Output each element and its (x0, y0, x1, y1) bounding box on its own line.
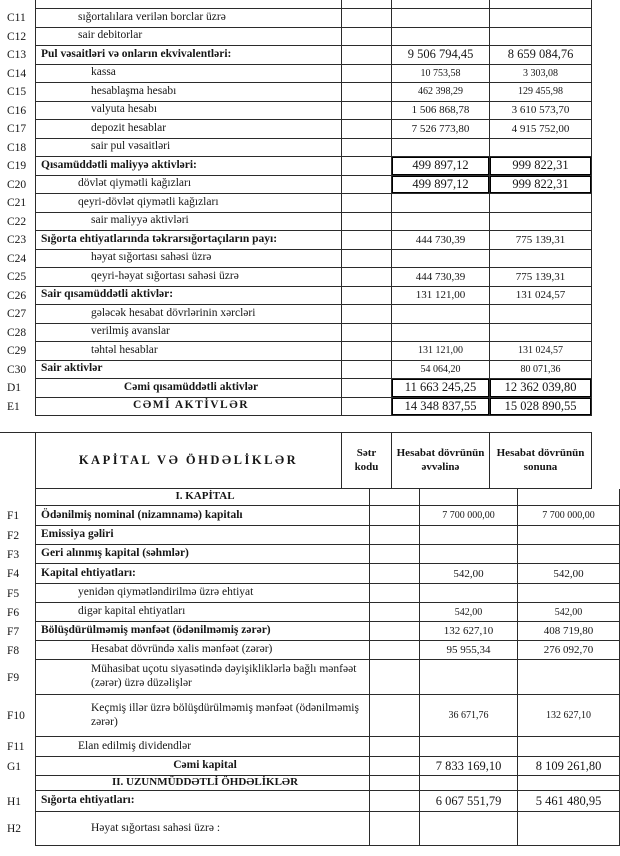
row-code: C21 (7, 197, 27, 210)
row-code: F7 (7, 625, 20, 638)
value-period-end: 276 092,70 (518, 641, 620, 660)
line-code-cell (342, 139, 392, 158)
row-code: C16 (7, 104, 27, 117)
value-period-start: 36 671,76 (420, 695, 518, 737)
line-code-cell (370, 526, 420, 545)
value-period-end (518, 489, 620, 506)
table-row (0, 398, 592, 417)
row-label: dövlət qiymətli kağızları (35, 176, 342, 195)
table-row (0, 379, 592, 398)
row-code: F1 (7, 510, 20, 522)
table-row (0, 791, 620, 812)
assets-table (0, 0, 592, 416)
row-code (0, 776, 35, 791)
value-period-start: 14 348 837,55 (392, 398, 490, 417)
row-label: Sair qısamüddətli aktivlər: (35, 287, 342, 306)
value-period-start: 7 526 773,80 (392, 120, 490, 139)
value-period-start (420, 812, 518, 846)
value-period-start (392, 305, 490, 324)
value-period-end (518, 660, 620, 695)
value-period-start: 1 506 868,78 (392, 102, 490, 121)
value-period-start: 95 955,34 (420, 641, 518, 660)
value-period-end (490, 28, 592, 47)
row-code: C19 (7, 160, 27, 173)
table-row (0, 757, 620, 776)
row-code: D1 (7, 382, 22, 395)
value-period-end (518, 584, 620, 603)
value-period-end (518, 526, 620, 545)
row-label: Həyat sığortası sahəsi üzrə : (35, 812, 370, 846)
table-row (0, 526, 620, 545)
row-label: qeyri-həyat sığortası sahəsi üzrə (35, 268, 342, 287)
row-label: CƏMİ AKTİVLƏR (35, 398, 342, 417)
value-period-start: 7 700 000,00 (420, 506, 518, 526)
row-code: C23 (7, 234, 27, 247)
line-code-cell (342, 398, 392, 417)
value-period-end: 15 028 890,55 (490, 398, 592, 417)
row-label: sığortalılara verilən borclar üzrə (35, 9, 342, 28)
line-code-cell (342, 361, 392, 380)
table-row (0, 324, 592, 343)
row-code: C22 (7, 215, 27, 228)
row-code: C18 (7, 141, 27, 154)
value-period-start: 542,00 (420, 603, 518, 622)
table-row (0, 102, 592, 121)
table-row (0, 660, 620, 695)
value-period-start (420, 737, 518, 757)
line-code-cell (342, 28, 392, 47)
row-label: Cəmi qısamüddətli aktivlər (35, 379, 342, 398)
line-code-cell (342, 46, 392, 65)
table-row (0, 641, 620, 660)
row-code: H1 (7, 795, 22, 808)
value-period-end (490, 250, 592, 269)
value-period-start (392, 0, 490, 9)
table-row (0, 695, 620, 737)
row-code: C25 (7, 271, 27, 284)
value-period-end: 999 822,31 (490, 157, 592, 176)
row-label: sair pul vəsaitləri (35, 139, 342, 158)
row-label: Cəmi kapital (35, 757, 370, 776)
row-code: C17 (7, 123, 27, 136)
row-code (0, 0, 35, 9)
line-code-cell (342, 157, 392, 176)
row-code: C13 (7, 49, 27, 62)
line-code-cell (370, 641, 420, 660)
row-code: C12 (7, 30, 27, 43)
line-code-cell (370, 757, 420, 776)
table-row (0, 65, 592, 84)
row-label: Emissiya gəliri (35, 526, 370, 545)
table-row (0, 305, 592, 324)
row-label: Elan edilmiş dividendlər (35, 737, 370, 757)
row-label: qeyri-dövlət qiymətli kağızları (35, 194, 342, 213)
value-period-end: 8 109 261,80 (518, 757, 620, 776)
column-header-period-end: Hesabat dövrünün sonuna (490, 433, 592, 489)
value-period-end: 542,00 (518, 603, 620, 622)
value-period-end (490, 324, 592, 343)
value-period-start: 6 067 551,79 (420, 791, 518, 812)
value-period-end: 131 024,57 (490, 287, 592, 306)
line-code-cell (342, 379, 392, 398)
row-code: F4 (7, 568, 20, 580)
row-code: C14 (7, 67, 27, 80)
column-header-line-code: Sətr kodu (342, 433, 392, 489)
row-code: C29 (7, 345, 27, 358)
row-label (35, 0, 342, 9)
value-period-start (392, 324, 490, 343)
row-code: F11 (7, 741, 25, 753)
capital-liabilities-rows (0, 489, 620, 846)
value-period-start (392, 9, 490, 28)
line-code-cell (370, 564, 420, 584)
value-period-end: 408 719,80 (518, 622, 620, 641)
value-period-start: 499 897,12 (392, 176, 490, 195)
row-label: Qısamüddətli maliyyə aktivləri: (35, 157, 342, 176)
line-code-cell (342, 250, 392, 269)
line-code-cell (342, 120, 392, 139)
line-code-cell (370, 695, 420, 737)
table-row (0, 28, 592, 47)
header-gutter (0, 433, 35, 489)
table-row (0, 584, 620, 603)
table-row (0, 545, 620, 564)
table-row (0, 176, 592, 195)
line-code-cell (370, 545, 420, 564)
line-code-cell (342, 342, 392, 361)
row-code: F5 (7, 587, 20, 600)
value-period-start: 7 833 169,10 (420, 757, 518, 776)
line-code-cell (342, 65, 392, 84)
value-period-start: 131 121,00 (392, 342, 490, 361)
row-code: H2 (7, 823, 22, 835)
line-code-cell (370, 812, 420, 846)
row-label: I. KAPİTAL (35, 489, 370, 506)
value-period-start: 132 627,10 (420, 622, 518, 641)
line-code-cell (342, 268, 392, 287)
row-code: C27 (7, 308, 27, 321)
row-label: gələcək hesabat dövrlərinin xərcləri (35, 305, 342, 324)
table-row (0, 489, 620, 506)
value-period-start (420, 776, 518, 791)
line-code-cell (342, 194, 392, 213)
value-period-end: 132 627,10 (518, 695, 620, 737)
value-period-end (490, 139, 592, 158)
value-period-end (490, 9, 592, 28)
value-period-end: 775 139,31 (490, 268, 592, 287)
row-label: Sığorta ehtiyatlarında təkrarsığortaçıların payı: (35, 231, 342, 250)
row-label: hesablaşma hesabı (35, 83, 342, 102)
line-code-cell (370, 622, 420, 641)
table-row (0, 213, 592, 232)
value-period-start: 9 506 794,45 (392, 46, 490, 65)
value-period-end: 3 303,08 (490, 65, 592, 84)
table-row (0, 139, 592, 158)
capital-liabilities-table (0, 432, 620, 846)
line-code-cell (342, 0, 392, 9)
table2-header-row (0, 432, 592, 489)
value-period-end: 12 362 039,80 (490, 379, 592, 398)
value-period-start: 444 730,39 (392, 268, 490, 287)
line-code-cell (342, 305, 392, 324)
value-period-end: 5 461 480,95 (518, 791, 620, 812)
row-label: kassa (35, 65, 342, 84)
table-row (0, 157, 592, 176)
line-code-cell (370, 660, 420, 695)
value-period-start: 10 753,58 (392, 65, 490, 84)
row-code: C26 (7, 289, 27, 302)
row-label: təhtəl hesablar (35, 342, 342, 361)
line-code-cell (342, 9, 392, 28)
line-code-cell (370, 506, 420, 526)
line-code-cell (370, 791, 420, 812)
line-code-cell (342, 83, 392, 102)
value-period-end (518, 776, 620, 791)
line-code-cell (370, 584, 420, 603)
row-label: depozit hesablar (35, 120, 342, 139)
value-period-end: 999 822,31 (490, 176, 592, 195)
value-period-start: 499 897,12 (392, 157, 490, 176)
row-code: F8 (7, 644, 20, 657)
column-header-period-start: Hesabat dövrünün əvvəlinə (392, 433, 490, 489)
row-code: F3 (7, 548, 20, 561)
value-period-end: 7 700 000,00 (518, 506, 620, 526)
value-period-start (420, 489, 518, 506)
row-label: Geri alınmış kapital (səhmlər) (35, 545, 370, 564)
value-period-start: 542,00 (420, 564, 518, 584)
value-period-start: 131 121,00 (392, 287, 490, 306)
line-code-cell (342, 213, 392, 232)
table-row (0, 564, 620, 584)
value-period-start: 462 398,29 (392, 83, 490, 102)
table-row (0, 250, 592, 269)
row-label: Ödənilmiş nominal (nizamnamə) kapitalı (35, 506, 370, 526)
row-code: C11 (7, 12, 26, 25)
value-period-end (518, 545, 620, 564)
row-label: sair debitorlar (35, 28, 342, 47)
value-period-end: 131 024,57 (490, 342, 592, 361)
row-code: C20 (7, 178, 27, 191)
row-label: Mühasibat uçotu siyasətində dəyişikliklərlə bağlı mənfəət (zərər) üzrə düzəlişlər (35, 660, 370, 695)
value-period-end: 3 610 573,70 (490, 102, 592, 121)
row-label: həyat sığortası sahəsi üzrə (35, 250, 342, 269)
table-row (0, 287, 592, 306)
row-code: C28 (7, 326, 27, 339)
table-row (0, 231, 592, 250)
table-row (0, 194, 592, 213)
row-label: verilmiş avanslar (35, 324, 342, 343)
value-period-start (420, 584, 518, 603)
value-period-end: 775 139,31 (490, 231, 592, 250)
value-period-end: 542,00 (518, 564, 620, 584)
table-row (0, 812, 620, 846)
value-period-end (490, 0, 592, 9)
table-row (0, 268, 592, 287)
row-code: F9 (7, 671, 20, 684)
table-row (0, 46, 592, 65)
line-code-cell (342, 176, 392, 195)
table-row (0, 120, 592, 139)
value-period-start: 444 730,39 (392, 231, 490, 250)
row-code: F2 (7, 529, 20, 542)
value-period-start (392, 194, 490, 213)
table-row (0, 9, 592, 28)
line-code-cell (342, 231, 392, 250)
value-period-start (420, 526, 518, 545)
value-period-end: 8 659 084,76 (490, 46, 592, 65)
row-label: Keçmiş illər üzrə bölüşdürülməmiş mənfəət (ödənilməmiş zərər) (35, 695, 370, 737)
row-code: F6 (7, 606, 20, 619)
row-label: valyuta hesabı (35, 102, 342, 121)
value-period-end: 129 455,98 (490, 83, 592, 102)
table-row (0, 361, 592, 380)
table-row (0, 776, 620, 791)
row-code: G1 (7, 760, 22, 773)
line-code-cell (342, 324, 392, 343)
row-label: Bölüşdürülməmiş mənfəət (ödənilməmiş zərər) (35, 622, 370, 641)
line-code-cell (370, 603, 420, 622)
line-code-cell (342, 287, 392, 306)
value-period-end (490, 213, 592, 232)
value-period-start (392, 28, 490, 47)
row-label: sair maliyyə aktivləri (35, 213, 342, 232)
table-row (0, 737, 620, 757)
row-code: C15 (7, 86, 27, 99)
value-period-end: 80 071,36 (490, 361, 592, 380)
value-period-start (420, 660, 518, 695)
row-code: C30 (7, 363, 27, 376)
value-period-end: 4 915 752,00 (490, 120, 592, 139)
table-row (0, 506, 620, 526)
value-period-end (518, 812, 620, 846)
row-code: C24 (7, 252, 27, 265)
value-period-start (420, 545, 518, 564)
table-row (0, 603, 620, 622)
line-code-cell (342, 102, 392, 121)
row-code (0, 489, 35, 506)
row-label: Sığorta ehtiyatları: (35, 791, 370, 812)
value-period-start (392, 139, 490, 158)
line-code-cell (370, 489, 420, 506)
table-row (0, 342, 592, 361)
table-row (0, 83, 592, 102)
value-period-start: 11 663 245,25 (392, 379, 490, 398)
row-label: digər kapital ehtiyatları (35, 603, 370, 622)
line-code-cell (370, 737, 420, 757)
table-row (0, 0, 592, 9)
value-period-start (392, 213, 490, 232)
row-label: Sair aktivlər (35, 361, 342, 380)
value-period-end (490, 305, 592, 324)
value-period-end (490, 194, 592, 213)
capital-liabilities-title: KAPİTAL VƏ ÖHDƏLİKLƏR (35, 433, 342, 489)
row-label: II. UZUNMÜDDƏTLİ ÖHDƏLİKLƏR (35, 776, 370, 791)
row-label: Pul vəsaitləri və onların ekvivalentləri: (35, 46, 342, 65)
row-code: F10 (7, 710, 25, 722)
row-label: yenidən qiymətləndirilmə üzrə ehtiyat (35, 584, 370, 603)
value-period-end (518, 737, 620, 757)
value-period-start: 54 064,20 (392, 361, 490, 380)
row-code: E1 (7, 400, 20, 413)
value-period-start (392, 250, 490, 269)
row-label: Hesabat dövründə xalis mənfəət (zərər) (35, 641, 370, 660)
row-label: Kapital ehtiyatları: (35, 564, 370, 584)
line-code-cell (370, 776, 420, 791)
table-row (0, 622, 620, 641)
